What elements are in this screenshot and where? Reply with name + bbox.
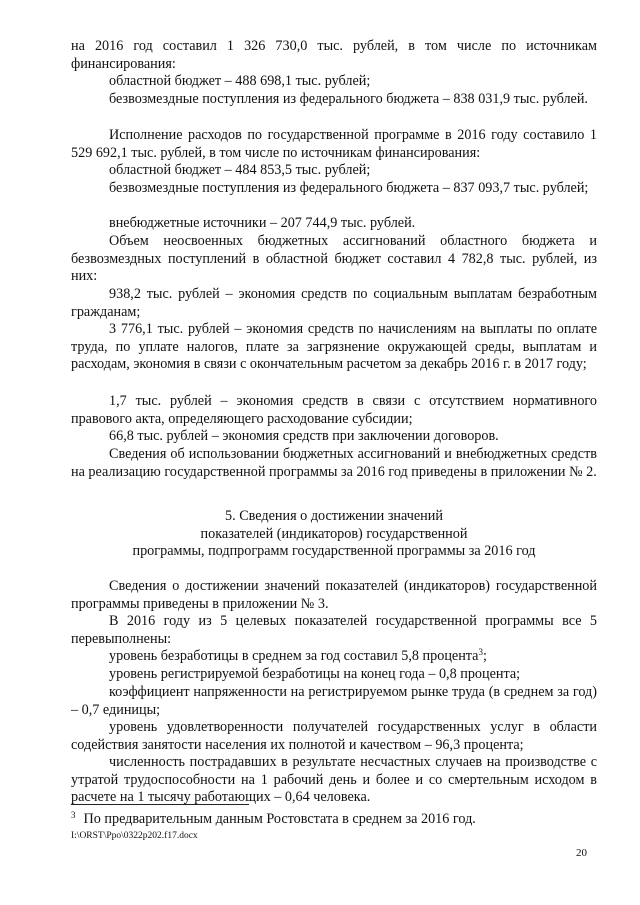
paragraph-saving-payroll: 3 776,1 тыс. рублей – экономия средств по начислениям на выплаты по оплате труда, по уплате налогов, плате за загрязнение окружающей среды, выплатам и расходам, экономия в связи с окончательным расчетом за декабрь 2016 г. в 2017 году; <box>71 321 597 373</box>
paragraph-extrabudgetary: внебюджетные источники – 207 744,9 тыс. рублей. <box>109 215 416 231</box>
paragraph-saving-social: 938,2 тыс. рублей – экономия средств по социальным выплатам безработным гражданам; <box>71 286 597 320</box>
paragraph-appendix-2: Сведения об использовании бюджетных ассигнований и внебюджетных средств на реализацию государственной программы за 2016 год приведены в приложении № 2. <box>71 446 597 480</box>
paragraph-targets-exceeded: В 2016 году из 5 целевых показателей государственной программы все 5 перевыполнены: <box>71 613 597 647</box>
footnote-reference[interactable]: 3 <box>478 647 483 657</box>
paragraph-federal-transfers-exec: безвозмездные поступления из федерального бюджета – 837 093,7 тыс. рублей; <box>109 180 589 196</box>
paragraph-execution: Исполнение расходов по государственной программе в 2016 году составило 1 529 692,1 тыс. рублей, в том числе по источникам финансирования: <box>71 127 597 161</box>
paragraph-regional-budget-exec: областной бюджет – 484 853,5 тыс. рублей; <box>109 162 371 178</box>
footnote-separator <box>71 804 249 805</box>
paragraph-regional-budget: областной бюджет – 488 698,1 тыс. рублей; <box>109 73 371 89</box>
paragraph-unspent: Объем неосвоенных бюджетных ассигнований областного бюджета и безвозмездных поступлений в областной бюджет составил 4 782,8 тыс. рублей, из них: <box>71 233 597 285</box>
paragraph-satisfaction-level: уровень удовлетворенности получателей государственных услуг в области содействия занятости населения их полнотой и качеством – 96,3 процента; <box>71 719 597 753</box>
footnote-mark: 3 <box>71 810 76 820</box>
paragraph-registered-unemployment: уровень регистрируемой безработицы на конец года – 0,8 процента; <box>109 666 521 682</box>
page-number: 20 <box>576 847 587 859</box>
paragraph-saving-contracts: 66,8 тыс. рублей – экономия средств при заключении договоров. <box>109 428 499 444</box>
paragraph-federal-transfers: безвозмездные поступления из федерального бюджета – 838 031,9 тыс. рублей. <box>109 91 588 107</box>
paragraph-saving-subsidy: 1,7 тыс. рублей – экономия средств в связи с отсутствием нормативного правового акта, определяющего расходование субсидии; <box>71 393 597 427</box>
section-heading-line: 5. Сведения о достижении значений <box>225 508 443 524</box>
section-heading-line: показателей (индикаторов) государственной <box>200 525 468 542</box>
unemployment-rate-suffix: ; <box>482 648 487 664</box>
footnote-text: По предварительным данным Ростовстата в среднем за 2016 год. <box>83 811 476 827</box>
file-path: I:\ORST\Ppo\0322p202.f17.docx <box>71 831 198 841</box>
unemployment-rate-text: уровень безработицы в среднем за год составил 5,8 процента <box>109 648 479 664</box>
paragraph-unemployment-rate <box>71 648 597 666</box>
paragraph-tension-coefficient: коэффициент напряженности на регистрируемом рынке труда (в среднем за год) – 0,7 единицы; <box>71 684 597 718</box>
section-heading-line: программы, подпрограмм государственной программы за 2016 год <box>132 543 536 560</box>
section-heading <box>71 508 597 561</box>
footnote <box>71 811 597 829</box>
paragraph-appendix-3: Сведения о достижении значений показателей (индикаторов) государственной программы приведены в приложении № 3. <box>71 578 597 612</box>
paragraph-injury-rate: численность пострадавших в результате несчастных случаев на производстве с утратой трудоспособности на 1 рабочий день и более и со смертельным исходом в расчете на 1 тысячу работающих – 0,64 человека. <box>71 754 597 806</box>
paragraph-financing-plan: на 2016 год составил 1 326 730,0 тыс. рублей, в том числе по источникам финансирования: <box>71 38 597 72</box>
